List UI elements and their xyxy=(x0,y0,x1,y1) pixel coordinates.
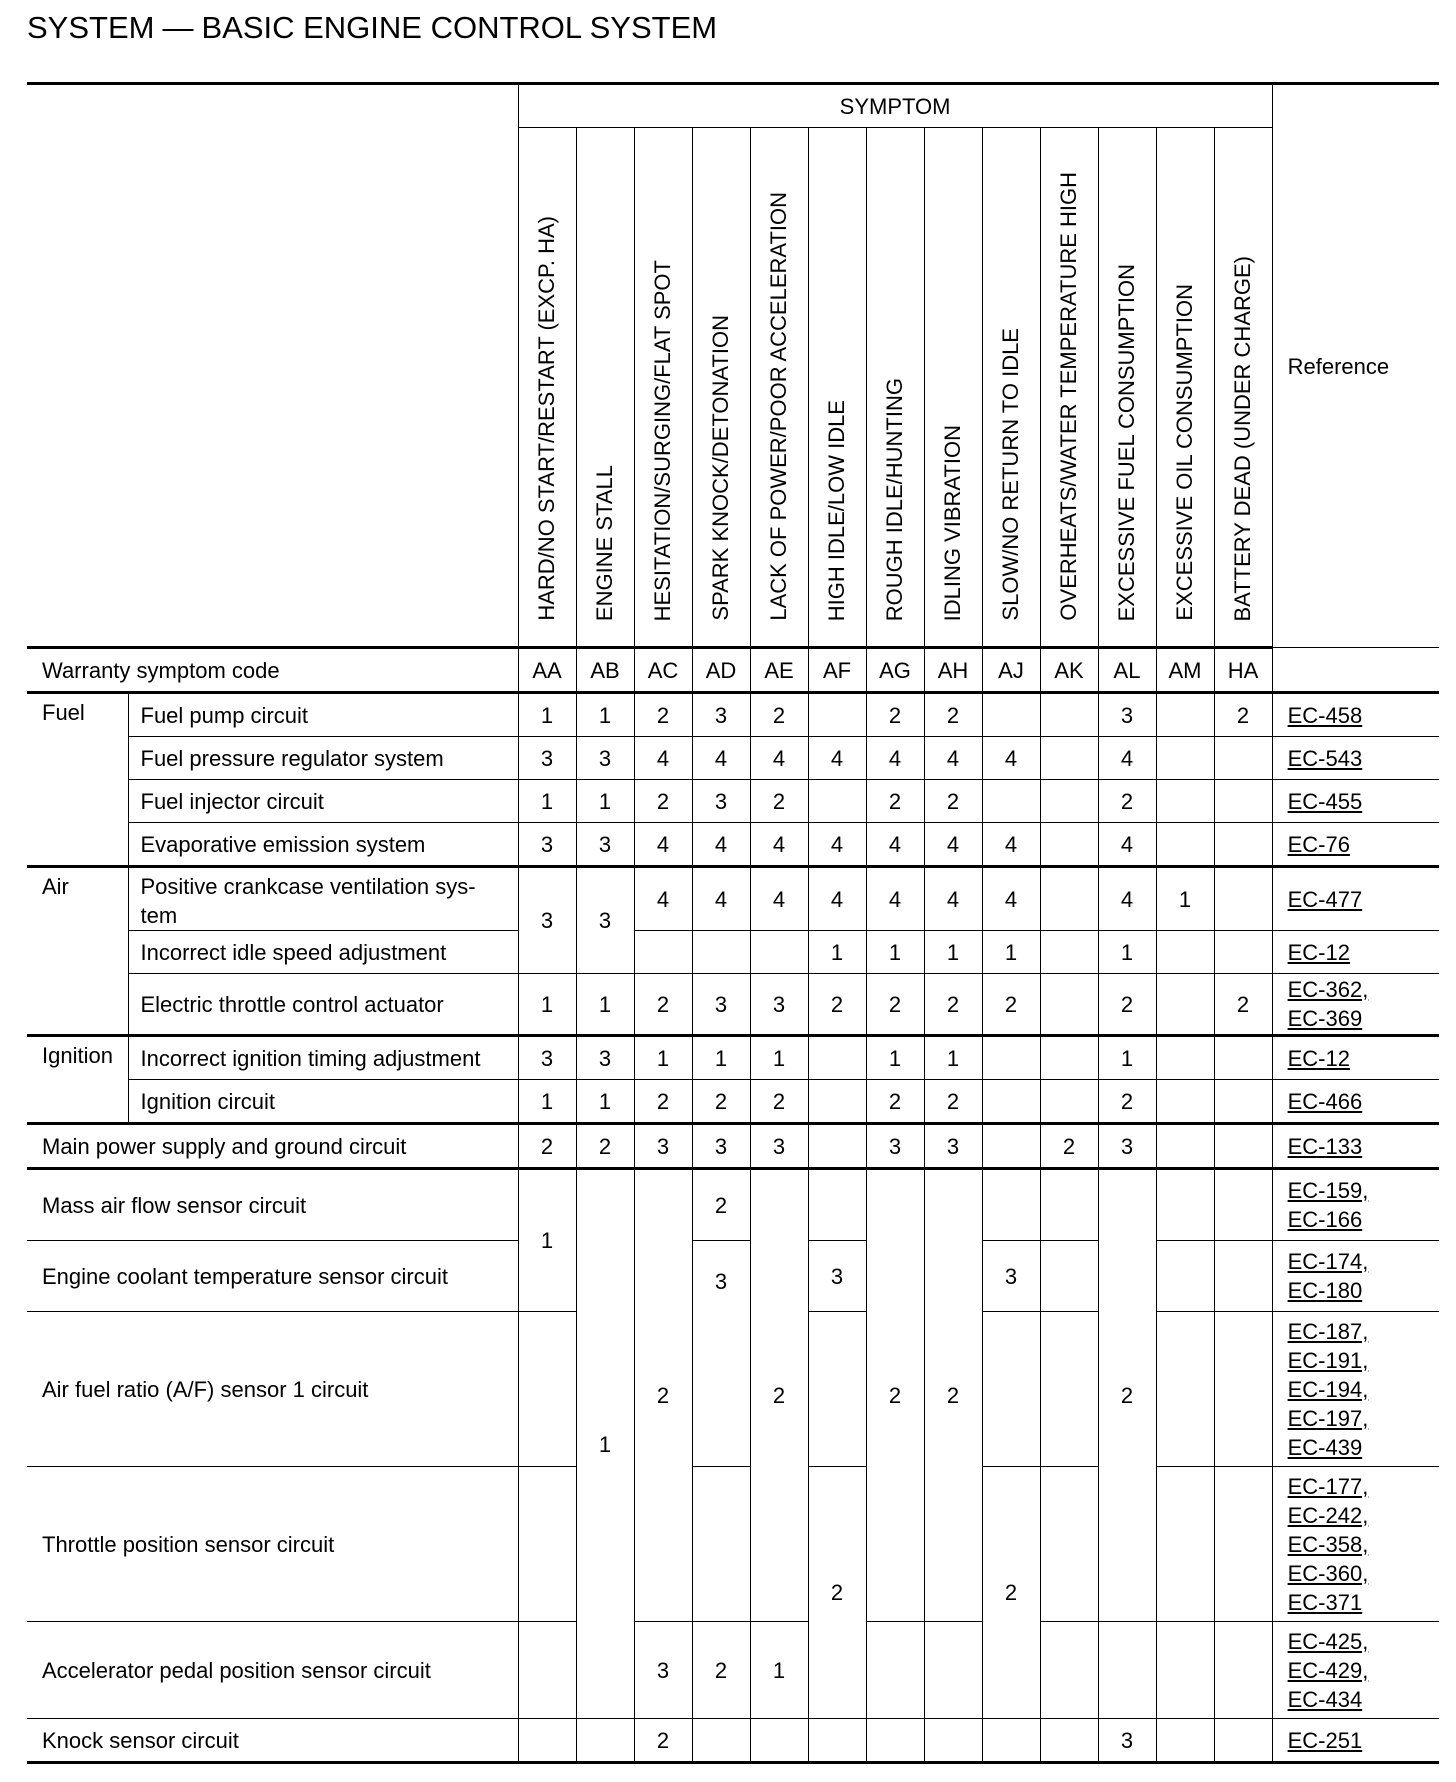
reference-link[interactable]: EC-166 xyxy=(1287,1207,1363,1232)
cell-value: 2 xyxy=(924,974,982,1036)
cell-value xyxy=(1214,931,1272,974)
cell-value: 1 xyxy=(1156,867,1214,931)
symptom-column-header: HIGH IDLE/LOW IDLE xyxy=(808,128,866,648)
cell-value: 4 xyxy=(808,867,866,931)
warranty-code: AL xyxy=(1098,648,1156,693)
cell-value xyxy=(1040,1622,1098,1719)
cell-value: 1 xyxy=(576,1080,634,1124)
cell-value: 2 xyxy=(518,1124,576,1169)
cell-value: 4 xyxy=(750,823,808,867)
symptom-column-header: SLOW/NO RETURN TO IDLE xyxy=(982,128,1040,648)
cell-value: 1 xyxy=(808,931,866,974)
cell-value: 1 xyxy=(924,1036,982,1080)
cell-value xyxy=(1040,823,1098,867)
cell-value: 4 xyxy=(692,867,750,931)
cell-value xyxy=(634,931,692,974)
cell-value xyxy=(1156,1312,1214,1467)
row-label: Fuel pressure regulator system xyxy=(128,737,518,780)
reference-link[interactable]: EC-76 xyxy=(1287,831,1350,857)
cell-value xyxy=(982,780,1040,823)
cell-value: 2 xyxy=(1098,974,1156,1036)
cell-value: 1 xyxy=(866,931,924,974)
symptom-column-header: HARD/NO START/RESTART (EXCP. HA) xyxy=(518,128,576,648)
cell-value xyxy=(982,693,1040,737)
table-row xyxy=(27,1241,1439,1312)
cell-value xyxy=(982,1312,1040,1467)
table-row xyxy=(27,737,1439,780)
cell-value: 3 xyxy=(634,1622,692,1719)
row-label: Main power supply and ground circuit xyxy=(27,1124,518,1169)
warranty-code: AM xyxy=(1156,648,1214,693)
table-row xyxy=(27,1169,1439,1241)
cell-value: 2 xyxy=(808,1467,866,1719)
cell-value xyxy=(1040,737,1098,780)
cell-value xyxy=(1156,1124,1214,1169)
cell-value xyxy=(1040,974,1098,1036)
table-row xyxy=(27,1036,1439,1080)
cell-value: 2 xyxy=(1098,1169,1156,1622)
cell-value: 2 xyxy=(808,974,866,1036)
reference-link[interactable]: EC-187, xyxy=(1287,1318,1369,1344)
cell-value: 2 xyxy=(866,780,924,823)
cell-value: 3 xyxy=(808,1241,866,1312)
warranty-code: AF xyxy=(808,648,866,693)
row-label: Electric throttle control actuator xyxy=(128,974,518,1036)
cell-value xyxy=(1156,780,1214,823)
cell-value: 2 xyxy=(1098,1080,1156,1124)
cell-value: 2 xyxy=(1098,780,1156,823)
cell-value xyxy=(518,1719,576,1763)
cell-value xyxy=(1040,1080,1098,1124)
cell-value xyxy=(1156,1719,1214,1763)
cell-value: 3 xyxy=(750,1124,808,1169)
cell-value xyxy=(576,1719,634,1763)
cell-value xyxy=(1214,867,1272,931)
page-title xyxy=(27,10,717,46)
cell-value: 2 xyxy=(750,693,808,737)
cell-value: 4 xyxy=(924,823,982,867)
cell-value xyxy=(1156,823,1214,867)
row-label: Mass air flow sensor circuit xyxy=(27,1169,518,1241)
warranty-code: HA xyxy=(1214,648,1272,693)
cell-value: 4 xyxy=(866,823,924,867)
cell-value: 1 xyxy=(866,1036,924,1080)
cell-value: 4 xyxy=(866,867,924,931)
cell-value: 3 xyxy=(692,1124,750,1169)
reference-cell xyxy=(1272,1467,1439,1622)
cell-value: 1 xyxy=(518,1169,576,1312)
cell-value xyxy=(1214,1719,1272,1763)
symptom-header: SYMPTOM xyxy=(518,84,1272,128)
cell-value xyxy=(982,1169,1040,1241)
cell-value: 1 xyxy=(576,1169,634,1719)
reference-cell xyxy=(1272,1080,1439,1124)
cell-value: 1 xyxy=(518,1080,576,1124)
row-label: Air fuel ratio (A/F) sensor 1 circuit xyxy=(27,1312,518,1467)
symptom-column-header: LACK OF POWER/POOR ACCELERATION xyxy=(750,128,808,648)
table-row xyxy=(27,1124,1439,1169)
cell-value: 4 xyxy=(750,867,808,931)
symptom-column-header: ENGINE STALL xyxy=(576,128,634,648)
cell-value xyxy=(692,931,750,974)
warranty-code-label: Warranty symptom code xyxy=(27,648,518,693)
cell-value xyxy=(1040,867,1098,931)
category-fuel: Fuel xyxy=(27,693,128,867)
reference-link[interactable]: EC-191, xyxy=(1287,1347,1369,1373)
row-label: Incorrect idle speed adjustment xyxy=(128,931,518,974)
cell-value xyxy=(1098,1622,1156,1719)
cell-value: 1 xyxy=(750,1622,808,1719)
warranty-code-row xyxy=(27,648,1439,693)
reference-cell xyxy=(1272,693,1439,737)
cell-value: 3 xyxy=(518,1036,576,1080)
cell-value: 2 xyxy=(634,974,692,1036)
reference-cell xyxy=(1272,867,1439,931)
row-label: Positive crankcase ventilation sys- tem xyxy=(128,867,518,931)
cell-value xyxy=(1156,1036,1214,1080)
cell-value: 2 xyxy=(982,974,1040,1036)
cell-value: 4 xyxy=(692,737,750,780)
warranty-code: AE xyxy=(750,648,808,693)
reference-cell xyxy=(1272,931,1439,974)
cell-value xyxy=(808,1719,866,1763)
cell-value xyxy=(982,1036,1040,1080)
reference-link[interactable]: EC-429, xyxy=(1287,1657,1369,1683)
cell-value: 4 xyxy=(634,737,692,780)
cell-value: 2 xyxy=(692,1169,750,1241)
cell-value: 4 xyxy=(1098,867,1156,931)
cell-value: 4 xyxy=(808,737,866,780)
cell-value xyxy=(1214,1622,1272,1719)
reference-link[interactable]: EC-543 xyxy=(1287,745,1363,771)
cell-value: 2 xyxy=(576,1124,634,1169)
cell-value xyxy=(1156,1241,1214,1312)
symptom-column-header: SPARK KNOCK/DETONATION xyxy=(692,128,750,648)
category-air: Air xyxy=(27,867,128,1036)
cell-value: 3 xyxy=(982,1241,1040,1312)
table-row xyxy=(27,1622,1439,1719)
cell-value: 4 xyxy=(982,867,1040,931)
cell-value: 2 xyxy=(634,1080,692,1124)
cell-value: 4 xyxy=(866,737,924,780)
warranty-code: AJ xyxy=(982,648,1040,693)
empty-ref-cell xyxy=(1272,648,1439,693)
cell-value xyxy=(518,1467,576,1622)
reference-link[interactable]: EC-458 xyxy=(1287,702,1363,728)
cell-value: 4 xyxy=(634,823,692,867)
cell-value xyxy=(924,1719,982,1763)
cell-value xyxy=(692,1719,750,1763)
cell-value xyxy=(692,1467,750,1622)
reference-link[interactable]: EC-180 xyxy=(1287,1278,1363,1303)
cell-value xyxy=(1214,823,1272,867)
symptom-column-header: OVERHEATS/WATER TEMPERATURE HIGH xyxy=(1040,128,1098,648)
cell-value: 4 xyxy=(750,737,808,780)
row-label: Ignition circuit xyxy=(128,1080,518,1124)
cell-value: 1 xyxy=(576,974,634,1036)
cell-value: 3 xyxy=(518,737,576,780)
reference-cell xyxy=(1272,1241,1439,1312)
cell-value: 2 xyxy=(866,1080,924,1124)
cell-value xyxy=(1040,1467,1098,1622)
reference-link[interactable]: EC-194, xyxy=(1287,1376,1369,1402)
cell-value xyxy=(924,1622,982,1719)
cell-value: 3 xyxy=(576,1036,634,1080)
reference-link[interactable]: EC-177, xyxy=(1287,1473,1369,1499)
symptom-column-header: BATTERY DEAD (UNDER CHARGE) xyxy=(1214,128,1272,648)
warranty-code: AD xyxy=(692,648,750,693)
cell-value: 2 xyxy=(866,693,924,737)
cell-value: 2 xyxy=(924,780,982,823)
cell-value xyxy=(1040,1169,1098,1241)
cell-value: 3 xyxy=(576,823,634,867)
cell-value: 1 xyxy=(692,1036,750,1080)
cell-value xyxy=(1156,737,1214,780)
warranty-code: AB xyxy=(576,648,634,693)
cell-value: 2 xyxy=(692,1622,750,1719)
cell-value xyxy=(808,1312,866,1467)
cell-value xyxy=(750,931,808,974)
cell-value xyxy=(1156,1467,1214,1622)
cell-value xyxy=(866,1622,924,1719)
cell-value: 4 xyxy=(634,867,692,931)
cell-value xyxy=(1040,1312,1098,1467)
cell-value: 2 xyxy=(866,974,924,1036)
warranty-code: AK xyxy=(1040,648,1098,693)
cell-value: 4 xyxy=(1098,823,1156,867)
cell-value: 1 xyxy=(576,780,634,823)
cell-value: 1 xyxy=(518,693,576,737)
reference-link[interactable]: EC-477 xyxy=(1287,886,1363,912)
cell-value xyxy=(808,1080,866,1124)
row-label: Evaporative emission system xyxy=(128,823,518,867)
reference-link[interactable]: EC-439 xyxy=(1287,1434,1363,1460)
cell-value xyxy=(982,1719,1040,1763)
cell-value: 3 xyxy=(692,780,750,823)
cell-value xyxy=(1156,974,1214,1036)
cell-value: 2 xyxy=(1214,693,1272,737)
cell-value: 1 xyxy=(518,974,576,1036)
cell-value: 3 xyxy=(634,1124,692,1169)
cell-value xyxy=(1214,1169,1272,1241)
cell-value: 4 xyxy=(982,737,1040,780)
cell-value: 1 xyxy=(518,780,576,823)
cell-value xyxy=(1040,1036,1098,1080)
table-row xyxy=(27,931,1439,974)
reference-cell xyxy=(1272,1622,1439,1719)
cell-value xyxy=(1214,737,1272,780)
cell-value: 3 xyxy=(518,823,576,867)
reference-cell xyxy=(1272,780,1439,823)
cell-value: 2 xyxy=(750,780,808,823)
row-label: Fuel injector circuit xyxy=(128,780,518,823)
reference-cell xyxy=(1272,737,1439,780)
cell-value xyxy=(1156,693,1214,737)
reference-link[interactable]: EC-455 xyxy=(1287,788,1363,814)
reference-link[interactable]: EC-371 xyxy=(1287,1589,1363,1615)
cell-value xyxy=(1156,1622,1214,1719)
cell-value: 2 xyxy=(634,780,692,823)
cell-value: 3 xyxy=(1098,693,1156,737)
cell-value: 1 xyxy=(924,931,982,974)
cell-value xyxy=(518,1622,576,1719)
cell-value xyxy=(1040,1241,1098,1312)
cell-value: 3 xyxy=(692,693,750,737)
cell-value: 3 xyxy=(692,974,750,1036)
reference-header: Reference xyxy=(1272,84,1439,648)
cell-value xyxy=(750,1719,808,1763)
cell-value: 1 xyxy=(1098,1036,1156,1080)
category-ignition: Ignition xyxy=(27,1036,128,1124)
reference-link[interactable]: EC-12 xyxy=(1287,1045,1350,1071)
cell-value: 3 xyxy=(866,1124,924,1169)
cell-value xyxy=(1040,931,1098,974)
cell-value xyxy=(866,1719,924,1763)
cell-value xyxy=(1040,693,1098,737)
reference-link[interactable]: EC-358, xyxy=(1287,1531,1369,1557)
cell-value xyxy=(1156,1080,1214,1124)
cell-value: 1 xyxy=(982,931,1040,974)
row-label: Knock sensor circuit xyxy=(27,1719,518,1763)
cell-value xyxy=(808,1036,866,1080)
cell-value: 2 xyxy=(750,1080,808,1124)
row-label: Engine coolant temperature sensor circuit xyxy=(27,1241,518,1312)
warranty-code: AC xyxy=(634,648,692,693)
cell-value: 3 xyxy=(1098,1719,1156,1763)
symptom-column-header: HESITATION/SURGING/FLAT SPOT xyxy=(634,128,692,648)
cell-value: 4 xyxy=(808,823,866,867)
cell-value xyxy=(1214,1241,1272,1312)
cell-value xyxy=(1156,1169,1214,1241)
reference-link[interactable]: EC-12 xyxy=(1287,939,1350,965)
cell-value: 2 xyxy=(750,1169,808,1622)
reference-link[interactable]: EC-197, xyxy=(1287,1405,1369,1431)
cell-value xyxy=(1040,780,1098,823)
table-row xyxy=(27,867,1439,931)
table-row xyxy=(27,1467,1439,1622)
table-row xyxy=(27,780,1439,823)
reference-cell xyxy=(1272,1036,1439,1080)
reference-link[interactable]: EC-133 xyxy=(1287,1133,1363,1159)
cell-value xyxy=(1214,1312,1272,1467)
cell-value: 1 xyxy=(576,693,634,737)
reference-cell xyxy=(1272,1169,1439,1241)
cell-value xyxy=(808,1124,866,1169)
row-label: Accelerator pedal position sensor circuit xyxy=(27,1622,518,1719)
cell-value xyxy=(1214,1080,1272,1124)
symptom-column-header: EXCESSIVE OIL CONSUMPTION xyxy=(1156,128,1214,648)
cell-value: 2 xyxy=(634,1169,692,1622)
reference-cell xyxy=(1272,1312,1439,1467)
cell-value: 2 xyxy=(692,1080,750,1124)
cell-value: 2 xyxy=(982,1467,1040,1719)
cell-value: 2 xyxy=(924,693,982,737)
reference-cell xyxy=(1272,823,1439,867)
reference-link[interactable]: EC-360, xyxy=(1287,1560,1369,1586)
cell-value: 3 xyxy=(750,974,808,1036)
reference-cell xyxy=(1272,974,1439,1036)
row-label: Throttle position sensor circuit xyxy=(27,1467,518,1622)
cell-value xyxy=(1214,780,1272,823)
cell-value: 4 xyxy=(924,867,982,931)
table-row xyxy=(27,1719,1439,1763)
cell-value: 1 xyxy=(1098,931,1156,974)
cell-value: 1 xyxy=(750,1036,808,1080)
symptom-column-header: IDLING VIBRATION xyxy=(924,128,982,648)
cell-value xyxy=(1040,1719,1098,1763)
reference-link[interactable]: EC-242, xyxy=(1287,1502,1369,1528)
cell-value xyxy=(982,1080,1040,1124)
cell-value: 2 xyxy=(1040,1124,1098,1169)
reference-link[interactable]: EC-251 xyxy=(1287,1727,1363,1753)
cell-value xyxy=(808,780,866,823)
table-row xyxy=(27,974,1439,1036)
reference-link[interactable]: EC-425, xyxy=(1287,1628,1369,1654)
cell-value: 3 xyxy=(924,1124,982,1169)
reference-link[interactable]: EC-174, xyxy=(1287,1249,1369,1274)
cell-value xyxy=(1214,1036,1272,1080)
cell-value xyxy=(808,1169,866,1241)
symptom-table xyxy=(27,82,1439,1764)
page-title-section: SYSTEM xyxy=(27,10,155,45)
cell-value: 4 xyxy=(1098,737,1156,780)
cell-value: 3 xyxy=(576,737,634,780)
cell-value xyxy=(518,1312,576,1467)
table-row xyxy=(27,823,1439,867)
cell-value: 3 xyxy=(692,1241,750,1467)
cell-value xyxy=(1156,931,1214,974)
cell-value xyxy=(1214,1124,1272,1169)
row-label: Fuel pump circuit xyxy=(128,693,518,737)
row-label: Incorrect ignition timing adjustment xyxy=(128,1036,518,1080)
symptom-column-header: EXCESSIVE FUEL CONSUMPTION xyxy=(1098,128,1156,648)
cell-value: 4 xyxy=(924,737,982,780)
reference-link[interactable]: EC-369 xyxy=(1287,1006,1363,1031)
symptom-column-header: ROUGH IDLE/HUNTING xyxy=(866,128,924,648)
cell-value xyxy=(1214,1467,1272,1622)
warranty-code: AH xyxy=(924,648,982,693)
page-title-subject: BASIC ENGINE CONTROL SYSTEM xyxy=(201,10,718,45)
cell-value: 2 xyxy=(1214,974,1272,1036)
cell-value xyxy=(808,693,866,737)
cell-value: 3 xyxy=(518,867,576,974)
cell-value: 2 xyxy=(924,1080,982,1124)
warranty-code: AG xyxy=(866,648,924,693)
cell-value: 2 xyxy=(866,1169,924,1622)
reference-link[interactable]: EC-466 xyxy=(1287,1088,1363,1114)
warranty-code: AA xyxy=(518,648,576,693)
cell-value: 3 xyxy=(576,867,634,974)
table-row xyxy=(27,1080,1439,1124)
cell-value: 1 xyxy=(634,1036,692,1080)
reference-link[interactable]: EC-362, xyxy=(1287,977,1369,1002)
reference-link[interactable]: EC-159, xyxy=(1287,1178,1369,1203)
reference-link[interactable]: EC-434 xyxy=(1287,1686,1363,1712)
cell-value: 4 xyxy=(692,823,750,867)
header-corner xyxy=(27,84,518,648)
cell-value xyxy=(982,1124,1040,1169)
cell-value: 3 xyxy=(1098,1124,1156,1169)
table-row xyxy=(27,693,1439,737)
reference-cell xyxy=(1272,1124,1439,1169)
page-title-dash: — xyxy=(162,10,194,45)
reference-cell xyxy=(1272,1719,1439,1763)
cell-value: 4 xyxy=(982,823,1040,867)
cell-value: 2 xyxy=(634,1719,692,1763)
cell-value: 2 xyxy=(924,1169,982,1622)
cell-value: 2 xyxy=(634,693,692,737)
